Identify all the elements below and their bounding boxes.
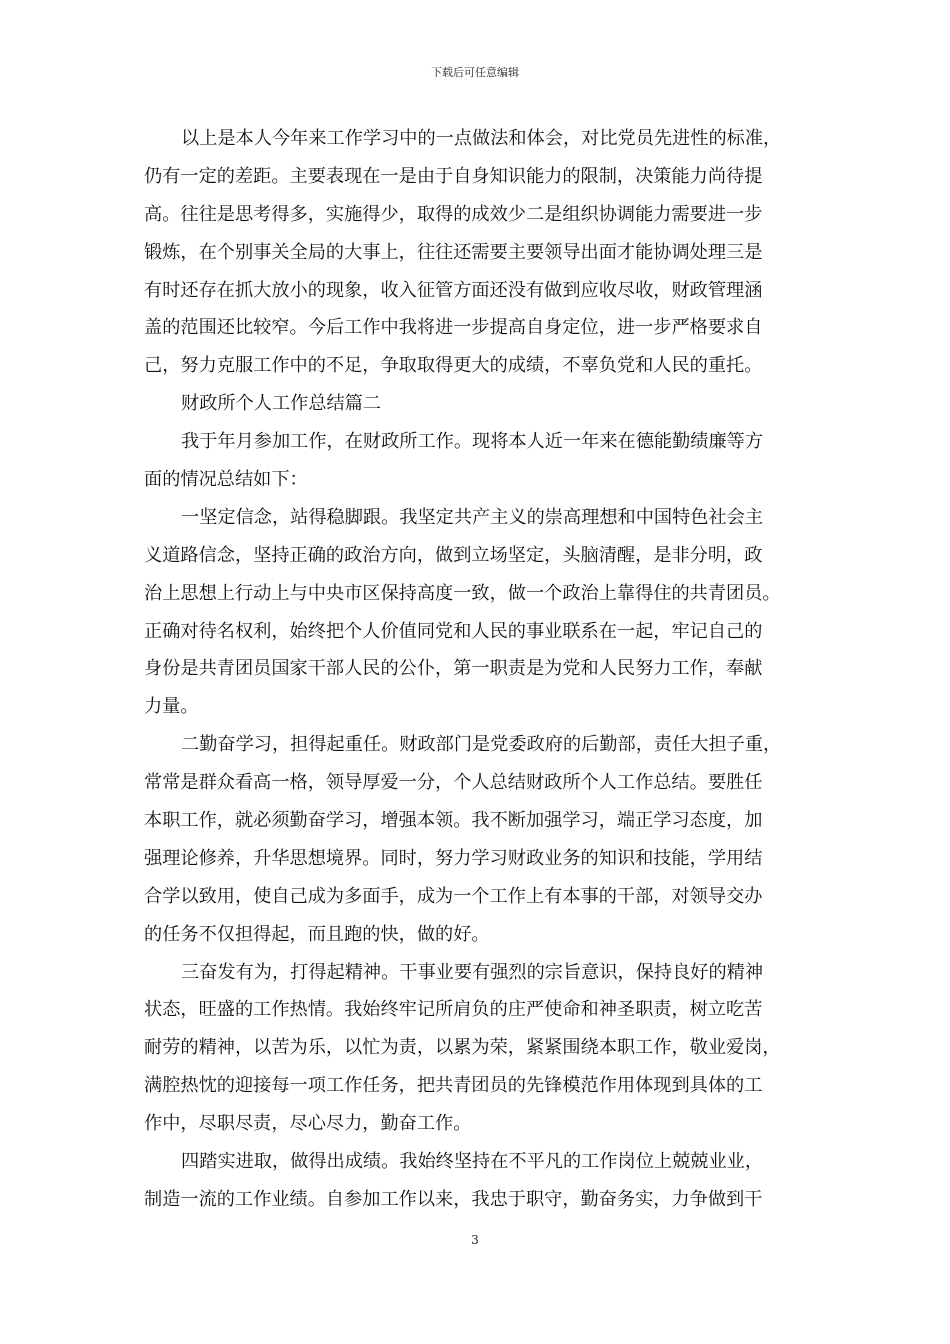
- text-line: 四踏实进取，做得出成绩。我始终坚持在不平凡的工作岗位上兢兢业业，: [181, 1151, 764, 1173]
- text-line: 锻炼，在个别事关全局的大事上，往往还需要主要领导出面才能协调处理三是: [144, 241, 763, 263]
- text-line: 制造一流的工作业绩。自参加工作以来，我忠于职守，勤奋务实，力争做到干: [144, 1188, 763, 1210]
- text-line: 己，努力克服工作中的不足，争取取得更大的成绩，不辜负党和人民的重托。: [144, 355, 763, 377]
- text-line: 财政所个人工作总结篇二: [181, 393, 382, 415]
- text-line: 正确对待名权利，始终把个人价值同党和人民的事业联系在一起，牢记自己的: [144, 620, 763, 642]
- text-line: 的任务不仅担得起，而且跑的快，做的好。: [144, 923, 490, 945]
- text-line: 面的情况总结如下：: [144, 469, 308, 491]
- text-line: 仍有一定的差距。主要表现在一是由于自身知识能力的限制，决策能力尚待提: [144, 165, 763, 187]
- text-line: 有时还存在抓大放小的现象，收入征管方面还没有做到应收尽收，财政管理涵: [144, 279, 763, 301]
- text-line: 强理论修养，升华思想境界。同时，努力学习财政业务的知识和技能，学用结: [144, 847, 763, 869]
- text-line: 二勤奋学习，担得起重任。财政部门是党委政府的后勤部，责任大担子重，: [181, 734, 782, 756]
- page-number: 3: [471, 1233, 479, 1247]
- text-line: 以上是本人今年来工作学习中的一点做法和体会，对比党员先进性的标准，: [181, 128, 782, 149]
- text-line: 三奋发有为，打得起精神。干事业要有强烈的宗旨意识，保持良好的精神: [181, 961, 764, 983]
- text-line: 本职工作，就必须勤奋学习，增强本领。我不断加强学习，端正学习态度，加: [144, 810, 763, 832]
- text-line: 力量。: [144, 696, 199, 718]
- text-line: 我于年月参加工作，在财政所工作。现将本人近一年来在德能勤绩廉等方: [181, 431, 764, 453]
- text-line: 盖的范围还比较窄。今后工作中我将进一步提高自身定位，进一步严格要求自: [144, 317, 763, 339]
- text-line: 治上思想上行动上与中央市区保持高度一致，做一个政治上靠得住的共青团员。: [144, 582, 781, 604]
- text-line: 身份是共青团员国家干部人民的公仆，第一职责是为党和人民努力工作，奉献: [144, 658, 763, 680]
- text-line: 作中，尽职尽责，尽心尽力，勤奋工作。: [144, 1113, 472, 1135]
- text-line: 满腔热忱的迎接每一项工作任务，把共青团员的先锋模范作用体现到具体的工: [144, 1075, 763, 1097]
- text-line: 一坚定信念，站得稳脚跟。我坚定共产主义的崇高理想和中国特色社会主: [181, 506, 764, 528]
- text-line: 高。往往是思考得多，实施得少，取得的成效少二是组织协调能力需要进一步: [144, 203, 763, 225]
- page-header-note: 下载后可任意编辑: [431, 66, 519, 79]
- text-line: 耐劳的精神，以苦为乐，以忙为责，以累为荣，紧紧围绕本职工作，敬业爱岗，: [144, 1037, 781, 1059]
- text-line: 义道路信念，坚持正确的政治方向，做到立场坚定，头脑清醒，是非分明，政: [144, 544, 763, 566]
- text-line: 合学以致用，使自己成为多面手，成为一个工作上有本事的干部，对领导交办: [144, 885, 763, 907]
- text-line: 常常是群众看高一格，领导厚爱一分，个人总结财政所个人工作总结。要胜任: [144, 772, 763, 794]
- text-line: 状态，旺盛的工作热情。我始终牢记所肩负的庄严使命和神圣职责，树立吃苦: [144, 999, 763, 1021]
- document-body: [144, 120, 806, 1219]
